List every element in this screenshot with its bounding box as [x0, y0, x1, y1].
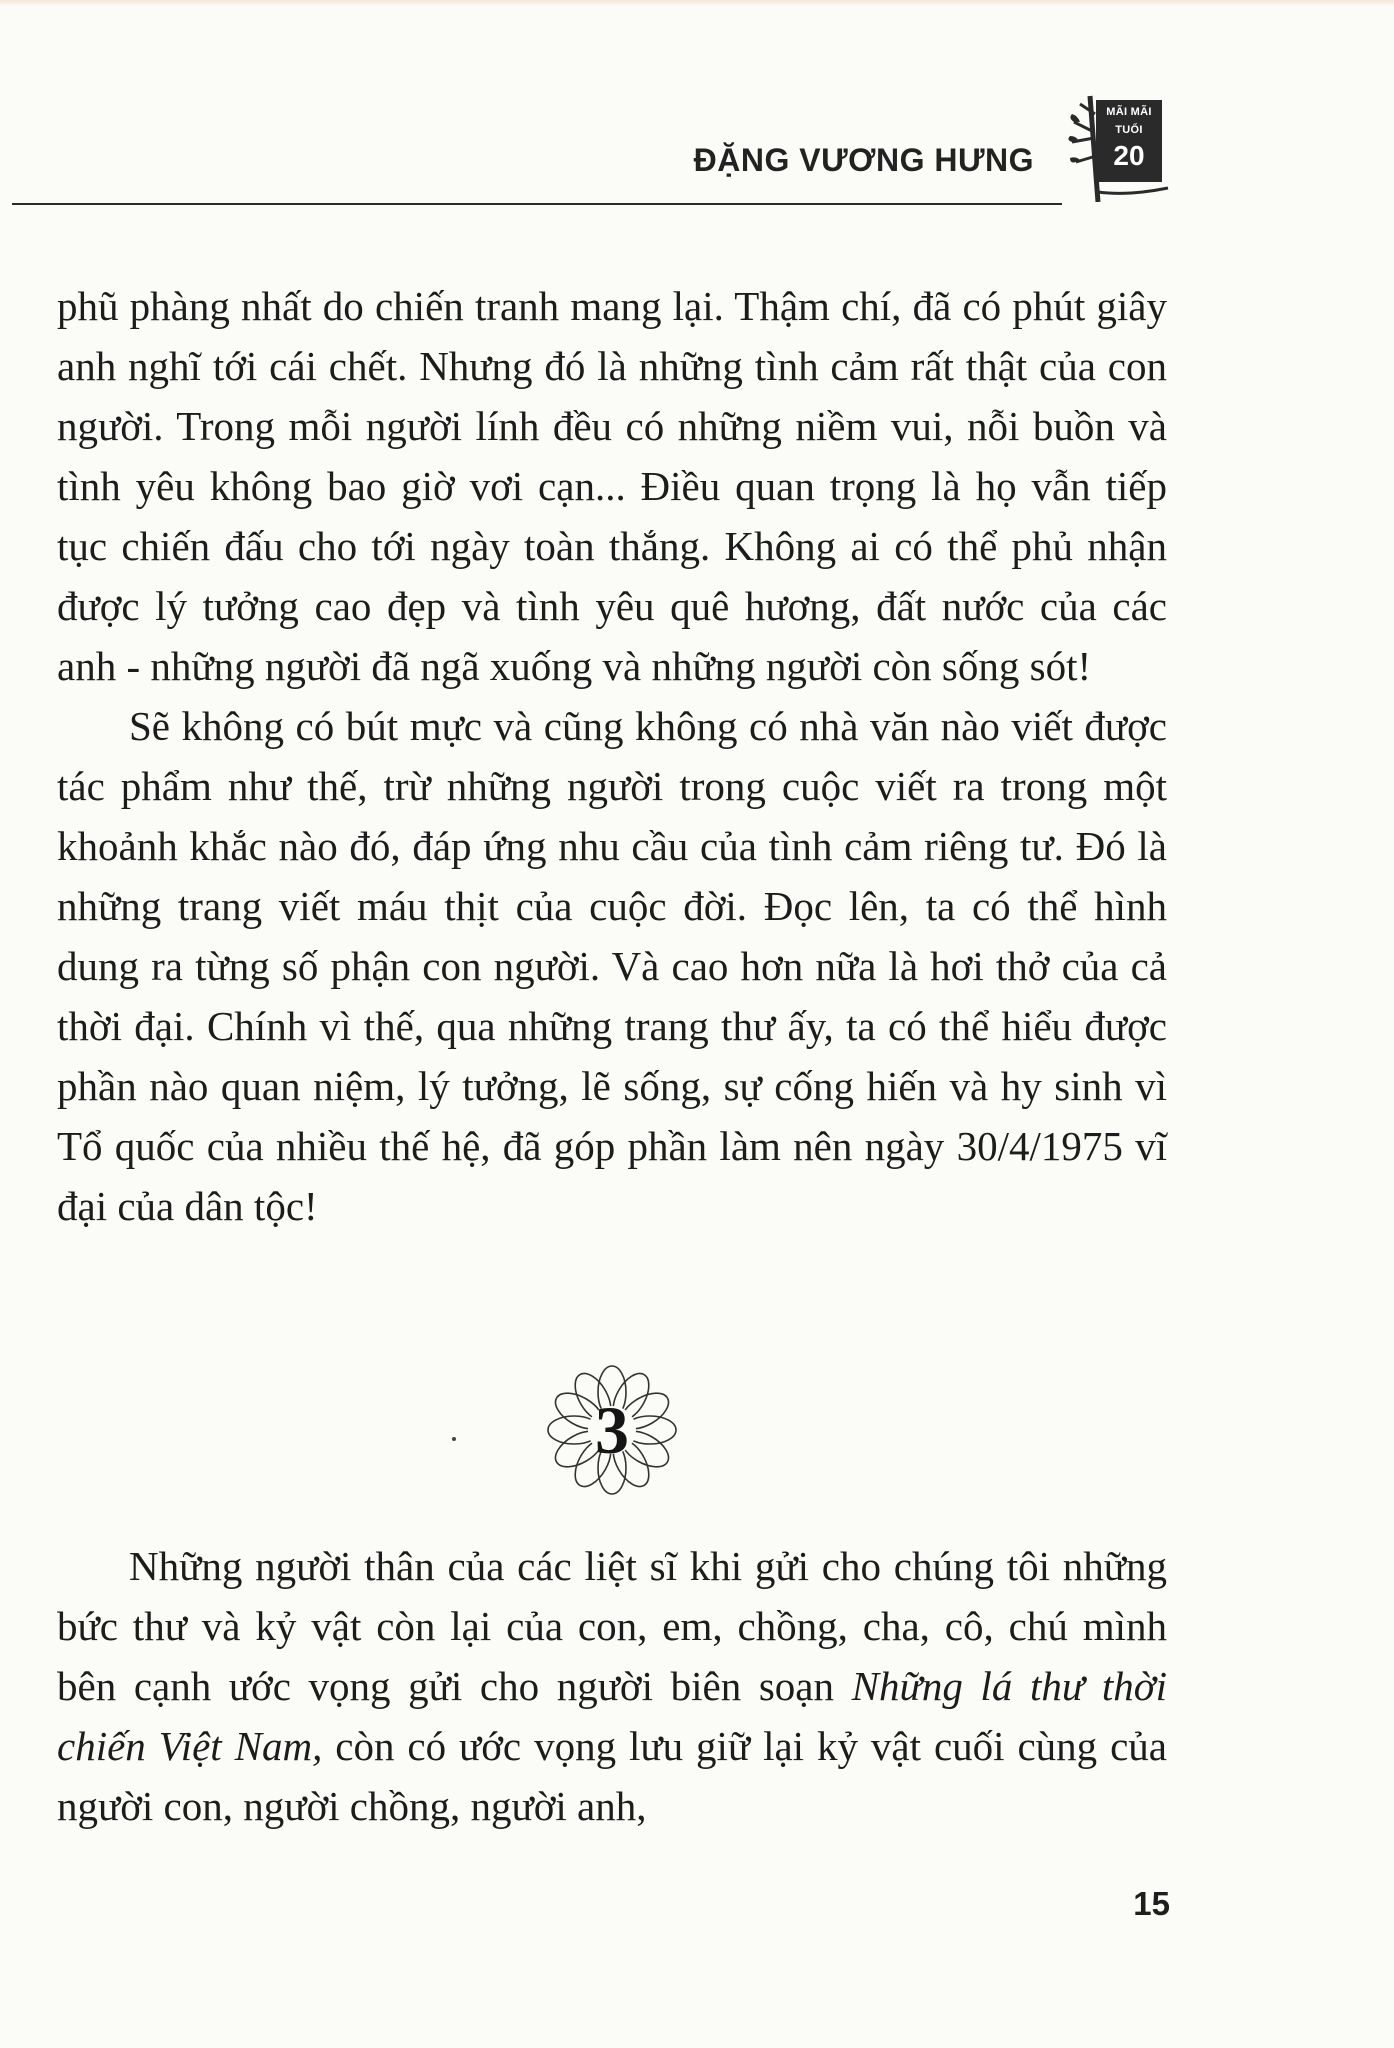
page-number: 15 [1133, 1885, 1170, 1922]
series-logo [1068, 92, 1180, 202]
section-ornament [542, 1360, 682, 1500]
paragraph-1: phũ phàng nhất do chiến tranh mang lại. Thậm chí, đã có phút giây anh nghĩ tới cái chết. Nhưng đó là những tình cảm rất thật của con người. Trong mỗi người lính đều có những niềm vui, nỗi buồn và tình yêu không bao giờ vơi cạn... Điều quan trọng là họ vẫn tiếp tục chiến đấu cho tới ngày toàn thắng. Không ai có thể phủ nhận được lý tưởng cao đẹp và tình yêu quê hương, đất nước của các anh - những người đã ngã xuống và những người còn sống sót! [57, 283, 1167, 689]
header-rule [12, 203, 1062, 205]
paragraph-2: Sẽ không có bút mực và cũng không có nhà văn nào viết được tác phẩm như thế, trừ những người trong cuộc viết ra trong một khoảnh khắc nào đó, đáp ứng nhu cầu của tình cảm riêng tư. Đó là những trang viết máu thịt của cuộc đời. Đọc lên, ta có thể hình dung ra từng số phận con người. Và cao hơn nữa là hơi thở của cả thời đại. Chính vì thế, qua những trang thư ấy, ta có thể hiểu được phần nào quan niệm, lý tưởng, lẽ sống, sự cống hiến và hy sinh vì Tổ quốc của nhiều thế hệ, đã góp phần làm nên ngày 30/4/1975 vĩ đại của dân tộc! [57, 703, 1167, 1229]
section-number: 3 [595, 1392, 629, 1468]
badge-line-2: TUỔI [1115, 124, 1143, 136]
book-title: Những lá thư thời chiến Việt Nam, [57, 1663, 1167, 1769]
body-text-top [57, 276, 1167, 1236]
header-author: ĐẶNG VƯƠNG HƯNG [693, 142, 1034, 178]
paragraph-3 [57, 1536, 1167, 1836]
paragraph-3-start: Những người thân của các liệt sĩ khi gửi cho chúng tôi những bức thư và kỷ vật còn lại của con, em, chồng, cha, cô, chú mình bên cạnh ước vọng gửi cho người biên soạn [57, 1543, 1167, 1709]
badge-line-1: MÃI MÃI [1106, 106, 1152, 118]
paragraph-3-end: còn có ước vọng lưu giữ lại kỷ vật cuối cùng của người con, người chồng, người anh, [57, 1723, 1167, 1829]
stray-dot [452, 1437, 456, 1441]
running-header [0, 0, 1394, 215]
series-badge [1096, 100, 1162, 182]
body-text-bottom [57, 1536, 1167, 1836]
badge-line-3: 20 [1113, 140, 1145, 171]
